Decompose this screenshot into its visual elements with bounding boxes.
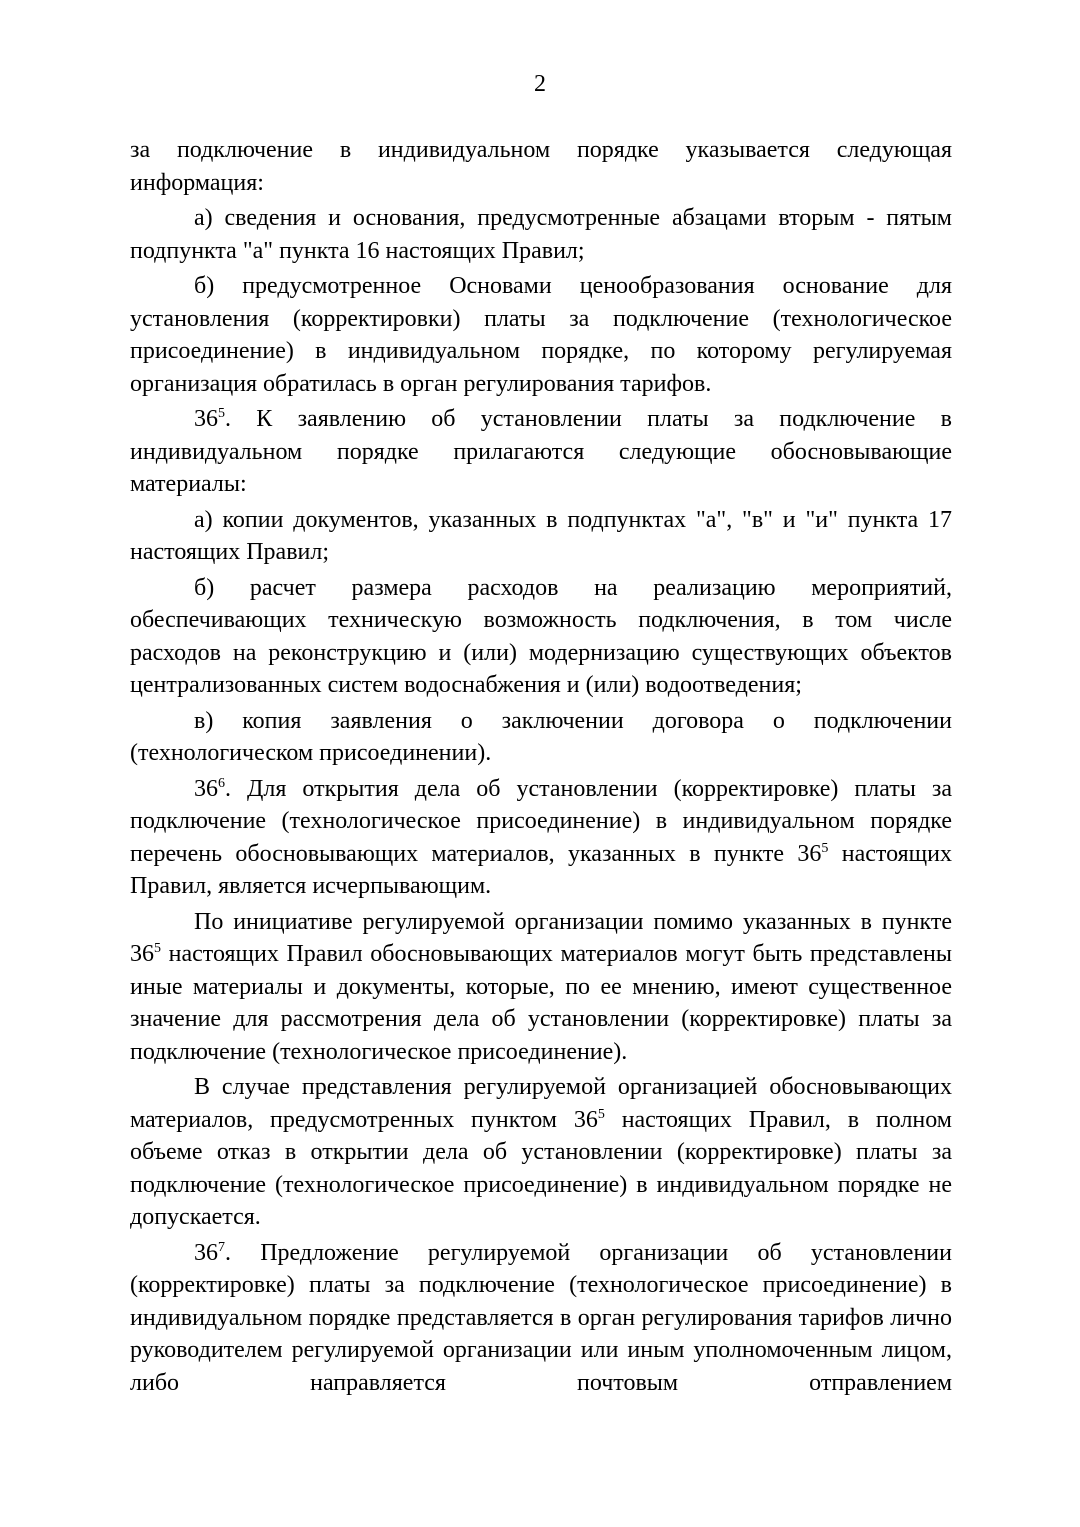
subitem-b-calculation [130, 572, 952, 702]
reference-superscript: 5 [597, 1106, 605, 1122]
paragraph-continuation [130, 134, 952, 199]
paragraph-text: а) сведения и основания, предусмотренные абзацами вторым - пятым подпункта "а" пункта 16 настоящих Правил; [130, 205, 952, 264]
clause-36-5 [130, 403, 952, 501]
paragraph-text: По инициативе регулируемой организации помимо указанных в пункте 36 [130, 908, 952, 967]
paragraph-text-after: настоящих Правил, в полном объеме отказ в открытии дела об установлении (корректировке) платы за подключение (технологическое присоединение) в индивидуальном порядке не допускается. [130, 1106, 952, 1230]
paragraph-text: . К заявлению об установлении платы за подключение в индивидуальном порядке прилагаются следующие обосновывающие материалы: [130, 406, 952, 497]
clause-number: 36 [194, 775, 218, 802]
clause-superscript: 7 [218, 1239, 225, 1255]
paragraph-text-after: настоящих Правил, является исчерпывающим. [130, 840, 952, 899]
paragraph-text: . Предложение регулируемой организации об установлении (корректировке) платы за подключение (технологическое присоединение) в индивидуальном порядке представляется в орган регулирования тарифов лично руководителем регулируемой организации или иным уполномоченным лицом, либо направляется почтовым отправлением [130, 1239, 952, 1396]
clause-36-6 [130, 773, 952, 903]
subitem-a-copies [130, 504, 952, 569]
clause-number: 36 [194, 406, 218, 432]
clause-superscript: 5 [218, 406, 225, 421]
document-body [130, 134, 952, 1399]
clause-36-7 [130, 1237, 952, 1400]
paragraph-text: за подключение в индивидуальном порядке указывается следующая информация: [130, 137, 952, 196]
reference-superscript: 5 [154, 941, 161, 956]
paragraph-text: б) расчет размера расходов на реализацию мероприятий, обеспечивающих техническую возможность подключения, в том числе расходов на реконструкцию и (или) модернизацию существующих объектов централизованных систем водоснабжения и (или) водоотведения; [130, 574, 952, 698]
subitem-v-application-copy [130, 705, 952, 770]
paragraph-initiative [130, 906, 952, 1069]
reference-superscript: 5 [821, 840, 829, 856]
paragraph-text: б) предусмотренное Основами ценообразования основание для установления (корректировки) платы за подключение (технологическое присоединение) в индивидуальном порядке, по которому регулируемая организация обратилась в орган регулирования тарифов. [130, 273, 952, 397]
paragraph-refusal [130, 1071, 952, 1234]
paragraph-text-after: настоящих Правил обосновывающих материалов могут быть представлены иные материалы и документы, которые, по ее мнению, имеют существенное значение для рассмотрения дела об установлении (корректировке) платы за подключение (технологическое присоединение). [130, 941, 952, 1065]
paragraph-text: . Для открытия дела об установлении (корректировке) платы за подключение (технологическое присоединение) в индивидуальном порядке перечень обосновывающих материалов, указанных в пункте 36 [130, 775, 952, 867]
page-number: 2 [534, 71, 546, 97]
paragraph-text: а) копии документов, указанных в подпунктах "а", "в" и "и" пункта 17 настоящих Правил; [130, 506, 952, 565]
clause-number: 36 [194, 1239, 218, 1266]
paragraph-text: в) копия заявления о заключении договора о подключении (технологическом присоединении). [130, 707, 952, 766]
clause-superscript: 6 [218, 775, 225, 791]
paragraph-text: В случае представления регулируемой организацией обосновывающих материалов, предусмотренных пунктом 36 [130, 1074, 952, 1133]
subitem-a-info [130, 202, 952, 267]
subitem-b-basis [130, 270, 952, 400]
